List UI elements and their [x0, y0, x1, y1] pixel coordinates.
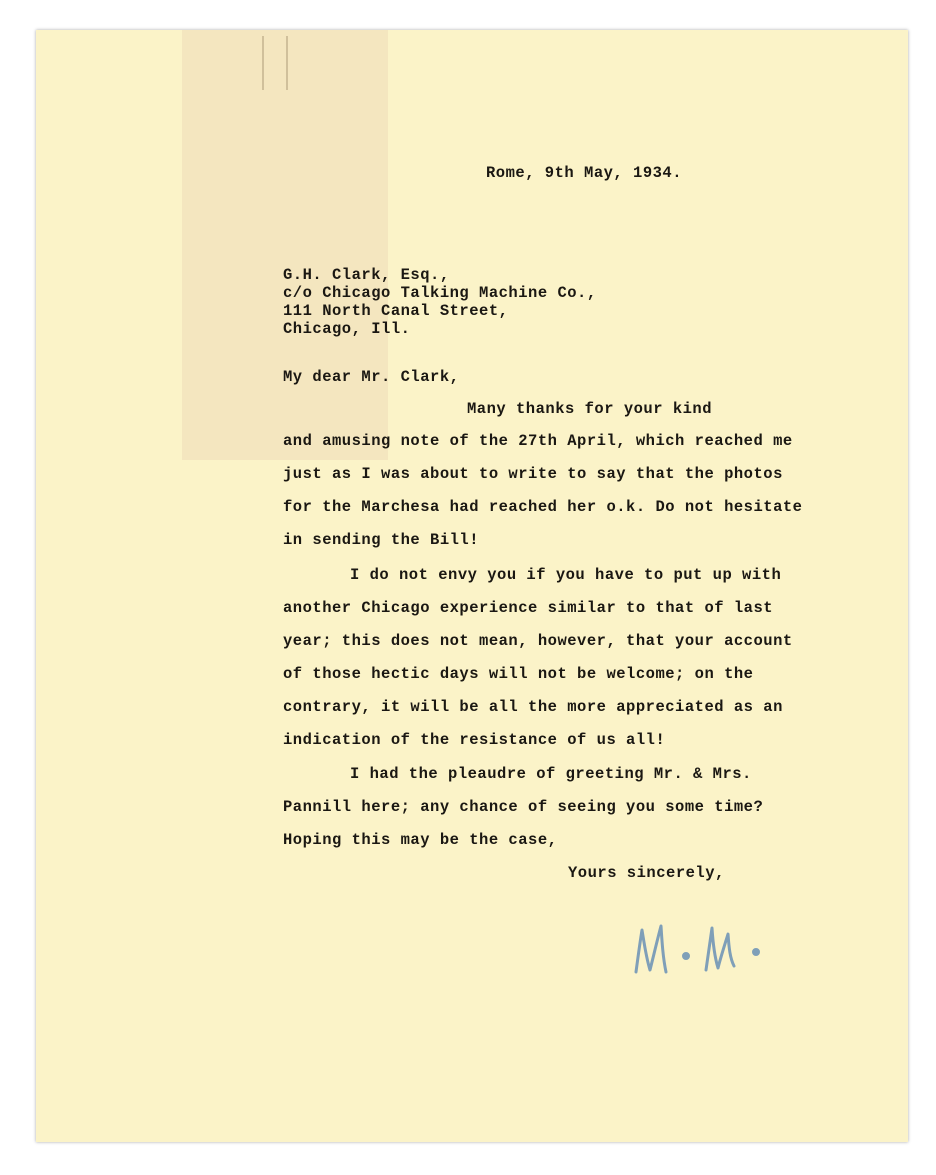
- body-line: just as I was about to write to say that the photos: [283, 465, 783, 483]
- body-line: I do not envy you if you have to put up with: [350, 566, 782, 584]
- closing: Yours sincerely,: [568, 864, 725, 882]
- address-line: G.H. Clark, Esq.,: [283, 266, 450, 284]
- body-line: year; this does not mean, however, that your account: [283, 632, 793, 650]
- body-line: another Chicago experience similar to that of last: [283, 599, 774, 617]
- body-line: for the Marchesa had reached her o.k. Do not hesitate: [283, 498, 803, 516]
- date-line: Rome, 9th May, 1934.: [486, 164, 683, 182]
- address-line: Chicago, Ill.: [283, 320, 411, 338]
- body-line: and amusing note of the 27th April, which reached me: [283, 432, 793, 450]
- body-line: Many thanks for your kind: [467, 400, 713, 418]
- body-line: I had the pleaudre of greeting Mr. & Mrs.: [350, 765, 752, 783]
- tape-mark: [182, 30, 388, 460]
- body-line: contrary, it will be all the more appreciated as an: [283, 698, 783, 716]
- body-line: of those hectic days will not be welcome; on the: [283, 665, 754, 683]
- body-line: Hoping this may be the case,: [283, 831, 558, 849]
- body-line: Pannill here; any chance of seeing you some time?: [283, 798, 764, 816]
- body-line: indication of the resistance of us all!: [283, 731, 666, 749]
- body-line: in sending the Bill!: [283, 531, 480, 549]
- letter-sheet: [36, 30, 908, 1142]
- address-line: c/o Chicago Talking Machine Co.,: [283, 284, 597, 302]
- address-line: 111 North Canal Street,: [283, 302, 509, 320]
- salutation: My dear Mr. Clark,: [283, 368, 460, 386]
- handwritten-signature: [628, 912, 768, 982]
- staple-mark: [262, 36, 288, 90]
